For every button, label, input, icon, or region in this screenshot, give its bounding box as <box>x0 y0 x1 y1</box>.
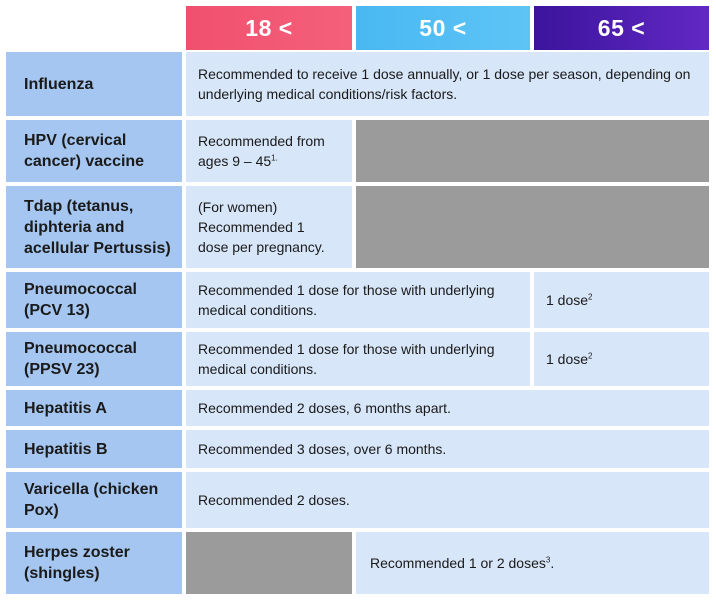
ppsv23-recommendation: Recommended 1 dose for those with underlying medical conditions. <box>186 332 530 386</box>
row-label-ppsv23: Pneumococcal (PPSV 23) <box>6 332 182 386</box>
tdap-not-applicable <box>356 186 709 268</box>
age-header-65: 65 < <box>534 6 709 50</box>
row-label-hpv: HPV (cervical cancer) vaccine <box>6 120 182 182</box>
herpes-zoster-not-applicable <box>186 532 352 594</box>
hpv-recommendation: Recommended from ages $9 - 45^{1.}$ <box>186 120 352 182</box>
row-label-varicella: Varicella (chicken Pox) <box>6 472 182 528</box>
row-label-herpes-zoster: Herpes zoster (shingles) <box>6 532 182 594</box>
hpv-not-applicable <box>356 120 709 182</box>
hepatitis-a-recommendation: Recommended 2 doses, 6 months apart. <box>186 390 709 426</box>
age-header-50: 50 < <box>356 6 530 50</box>
influenza-recommendation: Recommended to receive 1 dose annually, or 1 dose per season, depending on underlying medical conditions/risk factors. <box>186 52 709 116</box>
age-header-18: 18 < <box>186 6 352 50</box>
herpes-zoster-recommendation: Recommended 1 or 2 doses$^3$. <box>356 532 709 594</box>
row-label-tdap: Tdap (tetanus, diphteria and acellular Pertussis) <box>6 186 182 268</box>
ppsv23-65-recommendation: 1 dose$^2$ <box>534 332 709 386</box>
row-label-influenza: Influenza <box>6 52 182 116</box>
varicella-recommendation: Recommended 2 doses. <box>186 472 709 528</box>
tdap-recommendation: (For women) Recommended 1 dose per pregnancy. <box>186 186 352 268</box>
pcv13-recommendation: Recommended 1 dose for those with underlying medical conditions. <box>186 272 530 328</box>
row-label-hepatitis-b: Hepatitis B <box>6 430 182 468</box>
row-label-hepatitis-a: Hepatitis A <box>6 390 182 426</box>
pcv13-65-recommendation: 1 dose$^2$ <box>534 272 709 328</box>
row-label-pcv13: Pneumococcal (PCV 13) <box>6 272 182 328</box>
hepatitis-b-recommendation: Recommended 3 doses, over 6 months. <box>186 430 709 468</box>
